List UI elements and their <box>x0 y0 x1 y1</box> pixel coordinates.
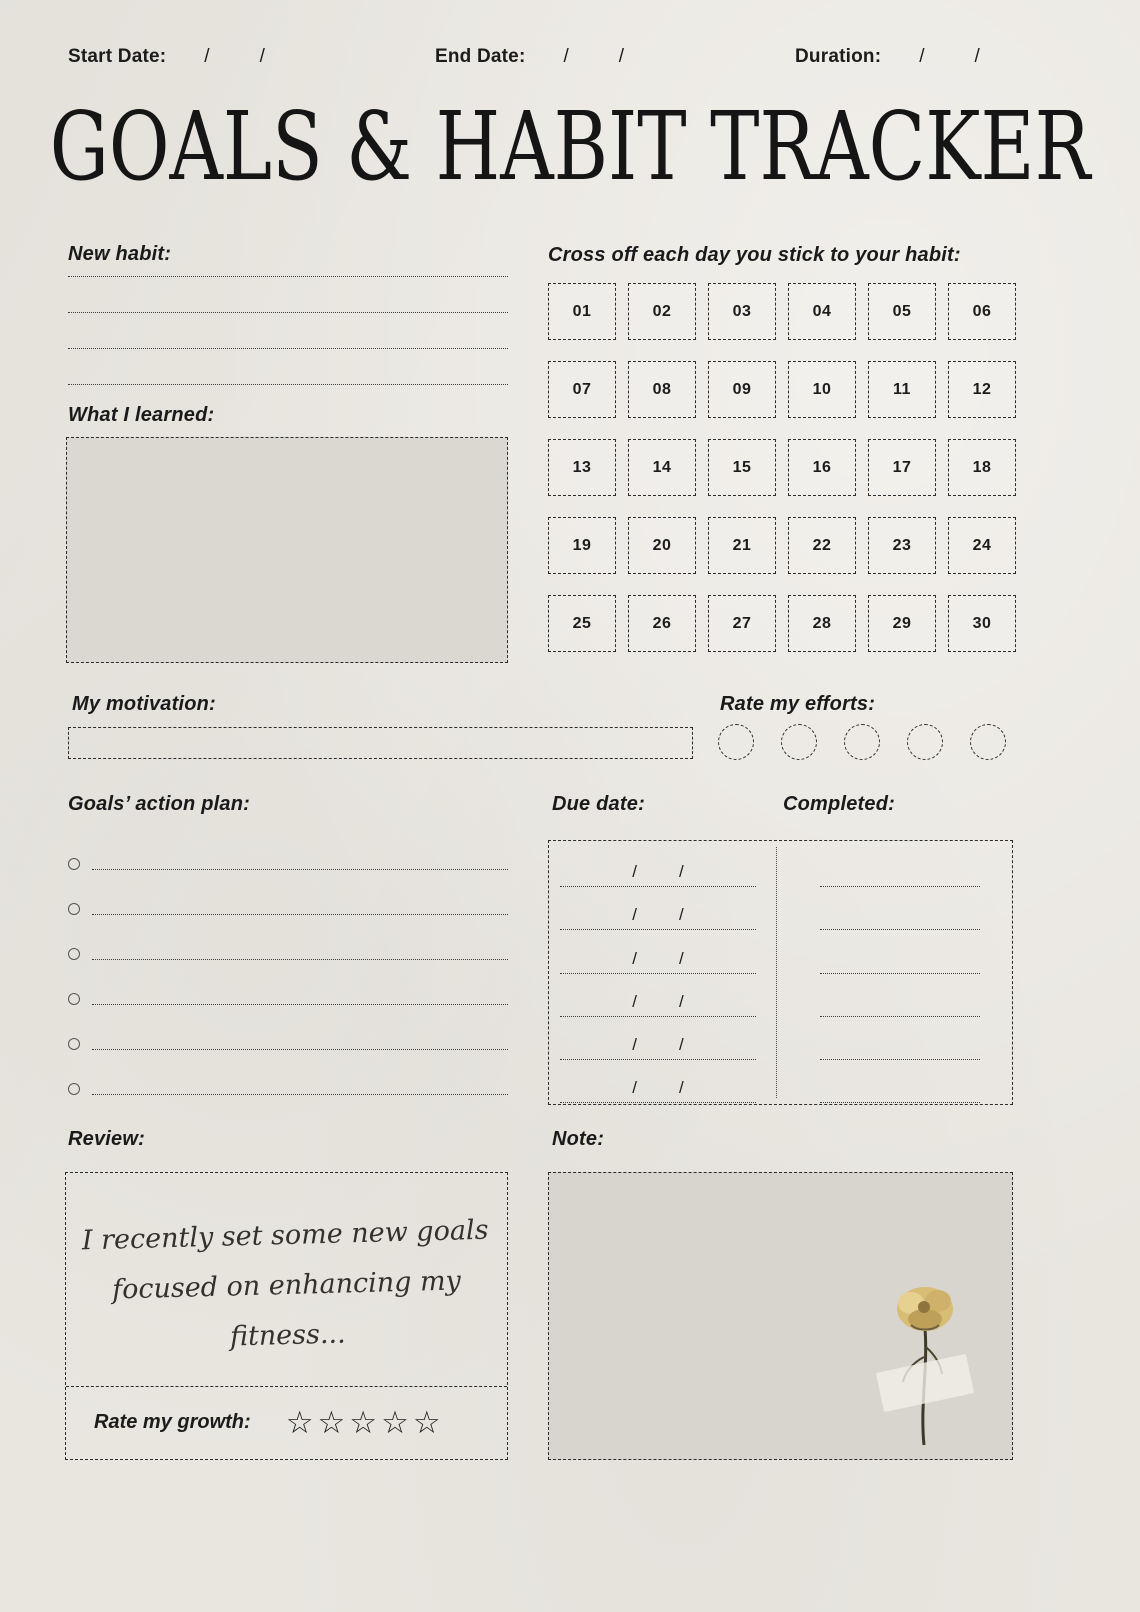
goal-writing-line[interactable] <box>92 1004 508 1005</box>
slash: / <box>204 46 210 67</box>
bullet-circle-icon <box>68 993 80 1005</box>
slash: / <box>679 905 684 925</box>
day-cell-03[interactable]: 03 <box>708 283 776 340</box>
day-cell-30[interactable]: 30 <box>948 595 1016 652</box>
day-cell-13[interactable]: 13 <box>548 439 616 496</box>
completed-label: Completed: <box>783 793 895 815</box>
goal-row[interactable] <box>68 1050 508 1095</box>
day-cell-11[interactable]: 11 <box>868 361 936 418</box>
goal-writing-line[interactable] <box>92 959 508 960</box>
due-date-column <box>560 844 756 1103</box>
day-cell-05[interactable]: 05 <box>868 283 936 340</box>
effort-circle-1[interactable] <box>718 724 754 760</box>
duration-label: Duration: <box>795 46 882 67</box>
slash: / <box>632 948 637 968</box>
slash: / <box>632 1078 637 1098</box>
star-icon-1[interactable]: ☆ <box>285 1405 314 1440</box>
my-motivation-input[interactable] <box>68 727 693 759</box>
slash: / <box>259 46 265 67</box>
star-icon-4[interactable]: ☆ <box>381 1405 409 1440</box>
slash: / <box>632 905 637 925</box>
due-date-label: Due date: <box>552 793 645 815</box>
goal-writing-line[interactable] <box>92 914 508 915</box>
slash: / <box>679 1078 684 1098</box>
rate-my-efforts-label: Rate my efforts: <box>720 693 876 715</box>
day-cell-25[interactable]: 25 <box>548 595 616 652</box>
effort-circle-2[interactable] <box>781 724 817 760</box>
bullet-circle-icon <box>68 948 80 960</box>
day-cell-27[interactable]: 27 <box>708 595 776 652</box>
review-box <box>65 1172 508 1460</box>
column-divider <box>776 847 777 1098</box>
new-habit-label: New habit: <box>68 243 172 265</box>
rate-my-growth-label: Rate my growth: <box>94 1411 251 1433</box>
effort-circle-3[interactable] <box>844 724 880 760</box>
goal-row[interactable] <box>68 825 508 870</box>
dried-flower-icon <box>867 1279 987 1449</box>
star-icon-2[interactable]: ☆ <box>317 1405 346 1440</box>
effort-rating <box>718 724 1006 760</box>
handwritten-line-2: focused on enhancing my fitness... <box>111 1265 462 1353</box>
day-cell-01[interactable]: 01 <box>548 283 616 340</box>
day-cell-17[interactable]: 17 <box>868 439 936 496</box>
slash: / <box>632 1034 637 1054</box>
day-cell-16[interactable]: 16 <box>788 439 856 496</box>
goal-row[interactable] <box>68 960 508 1005</box>
star-icon-3[interactable]: ☆ <box>349 1405 378 1440</box>
note-label: Note: <box>552 1128 605 1150</box>
cross-off-label: Cross off each day you stick to your habit: <box>548 244 961 266</box>
bullet-circle-icon <box>68 903 80 915</box>
day-cell-26[interactable]: 26 <box>628 595 696 652</box>
bullet-circle-icon <box>68 1083 80 1095</box>
end-date-field[interactable] <box>435 46 624 68</box>
new-habit-lines <box>68 241 508 385</box>
slash: / <box>679 862 684 882</box>
slash: / <box>632 991 637 1011</box>
what-i-learned-box[interactable] <box>66 437 508 663</box>
rate-my-growth-row <box>66 1386 507 1459</box>
day-cell-19[interactable]: 19 <box>548 517 616 574</box>
goals-action-plan-list <box>68 825 508 1095</box>
slash: / <box>974 46 980 67</box>
day-cell-15[interactable]: 15 <box>708 439 776 496</box>
note-box[interactable] <box>548 1172 1013 1460</box>
goal-writing-line[interactable] <box>92 1049 508 1050</box>
growth-star-rating <box>286 1407 441 1438</box>
day-cell-09[interactable]: 09 <box>708 361 776 418</box>
slash: / <box>679 1034 684 1054</box>
completed-column <box>820 844 980 1103</box>
due-date-row[interactable] <box>560 1060 756 1103</box>
due-date-row[interactable] <box>560 974 756 1017</box>
day-cell-06[interactable]: 06 <box>948 283 1016 340</box>
completed-writing-line[interactable] <box>820 1060 980 1103</box>
goal-row[interactable] <box>68 1005 508 1050</box>
review-label: Review: <box>68 1128 145 1150</box>
completed-writing-line[interactable] <box>820 930 980 973</box>
slash: / <box>563 46 569 67</box>
completed-writing-line[interactable] <box>820 887 980 930</box>
habit-writing-line[interactable] <box>68 349 508 385</box>
effort-circle-4[interactable] <box>907 724 943 760</box>
goal-row[interactable] <box>68 870 508 915</box>
slash: / <box>632 862 637 882</box>
start-date-label: Start Date: <box>68 46 167 67</box>
day-cell-28[interactable]: 28 <box>788 595 856 652</box>
due-date-row[interactable] <box>560 844 756 887</box>
day-cell-07[interactable]: 07 <box>548 361 616 418</box>
effort-circle-5[interactable] <box>970 724 1006 760</box>
day-cell-14[interactable]: 14 <box>628 439 696 496</box>
my-motivation-label: My motivation: <box>72 693 216 715</box>
day-cell-12[interactable]: 12 <box>948 361 1016 418</box>
star-icon-5[interactable]: ☆ <box>412 1405 441 1440</box>
slash: / <box>618 46 625 67</box>
habit-writing-line[interactable] <box>68 241 508 277</box>
goals-action-plan-label: Goals’ action plan: <box>68 793 250 815</box>
day-cell-18[interactable]: 18 <box>948 439 1016 496</box>
goal-writing-line[interactable] <box>92 1094 508 1095</box>
bullet-circle-icon <box>68 858 80 870</box>
start-date-field[interactable] <box>68 46 265 68</box>
handwritten-review-text <box>64 1205 509 1366</box>
day-cell-23[interactable]: 23 <box>868 517 936 574</box>
bullet-circle-icon <box>68 1038 80 1050</box>
habit-writing-line[interactable] <box>68 313 508 349</box>
habit-days-grid <box>548 283 1016 652</box>
what-i-learned-label: What I learned: <box>68 404 215 426</box>
goal-row[interactable] <box>68 915 508 960</box>
goal-writing-line[interactable] <box>92 869 508 870</box>
completed-writing-line[interactable] <box>820 1017 980 1060</box>
handwritten-line-1: I recently set some new goals <box>81 1214 489 1257</box>
day-cell-10[interactable]: 10 <box>788 361 856 418</box>
day-cell-20[interactable]: 20 <box>628 517 696 574</box>
slash: / <box>679 948 684 968</box>
completed-writing-line[interactable] <box>820 844 980 887</box>
completed-writing-line[interactable] <box>820 974 980 1017</box>
day-cell-24[interactable]: 24 <box>948 517 1016 574</box>
day-cell-29[interactable]: 29 <box>868 595 936 652</box>
day-cell-04[interactable]: 04 <box>788 283 856 340</box>
day-cell-02[interactable]: 02 <box>628 283 696 340</box>
slash: / <box>679 991 684 1011</box>
due-date-row[interactable] <box>560 1017 756 1060</box>
duration-field[interactable] <box>795 46 980 68</box>
page-title: GOALS & HABIT TRACKER <box>49 92 1091 203</box>
end-date-label: End Date: <box>435 46 526 67</box>
habit-writing-line[interactable] <box>68 277 508 313</box>
due-date-row[interactable] <box>560 930 756 973</box>
day-cell-21[interactable]: 21 <box>708 517 776 574</box>
due-date-row[interactable] <box>560 887 756 930</box>
day-cell-22[interactable]: 22 <box>788 517 856 574</box>
slash: / <box>919 46 925 67</box>
day-cell-08[interactable]: 08 <box>628 361 696 418</box>
